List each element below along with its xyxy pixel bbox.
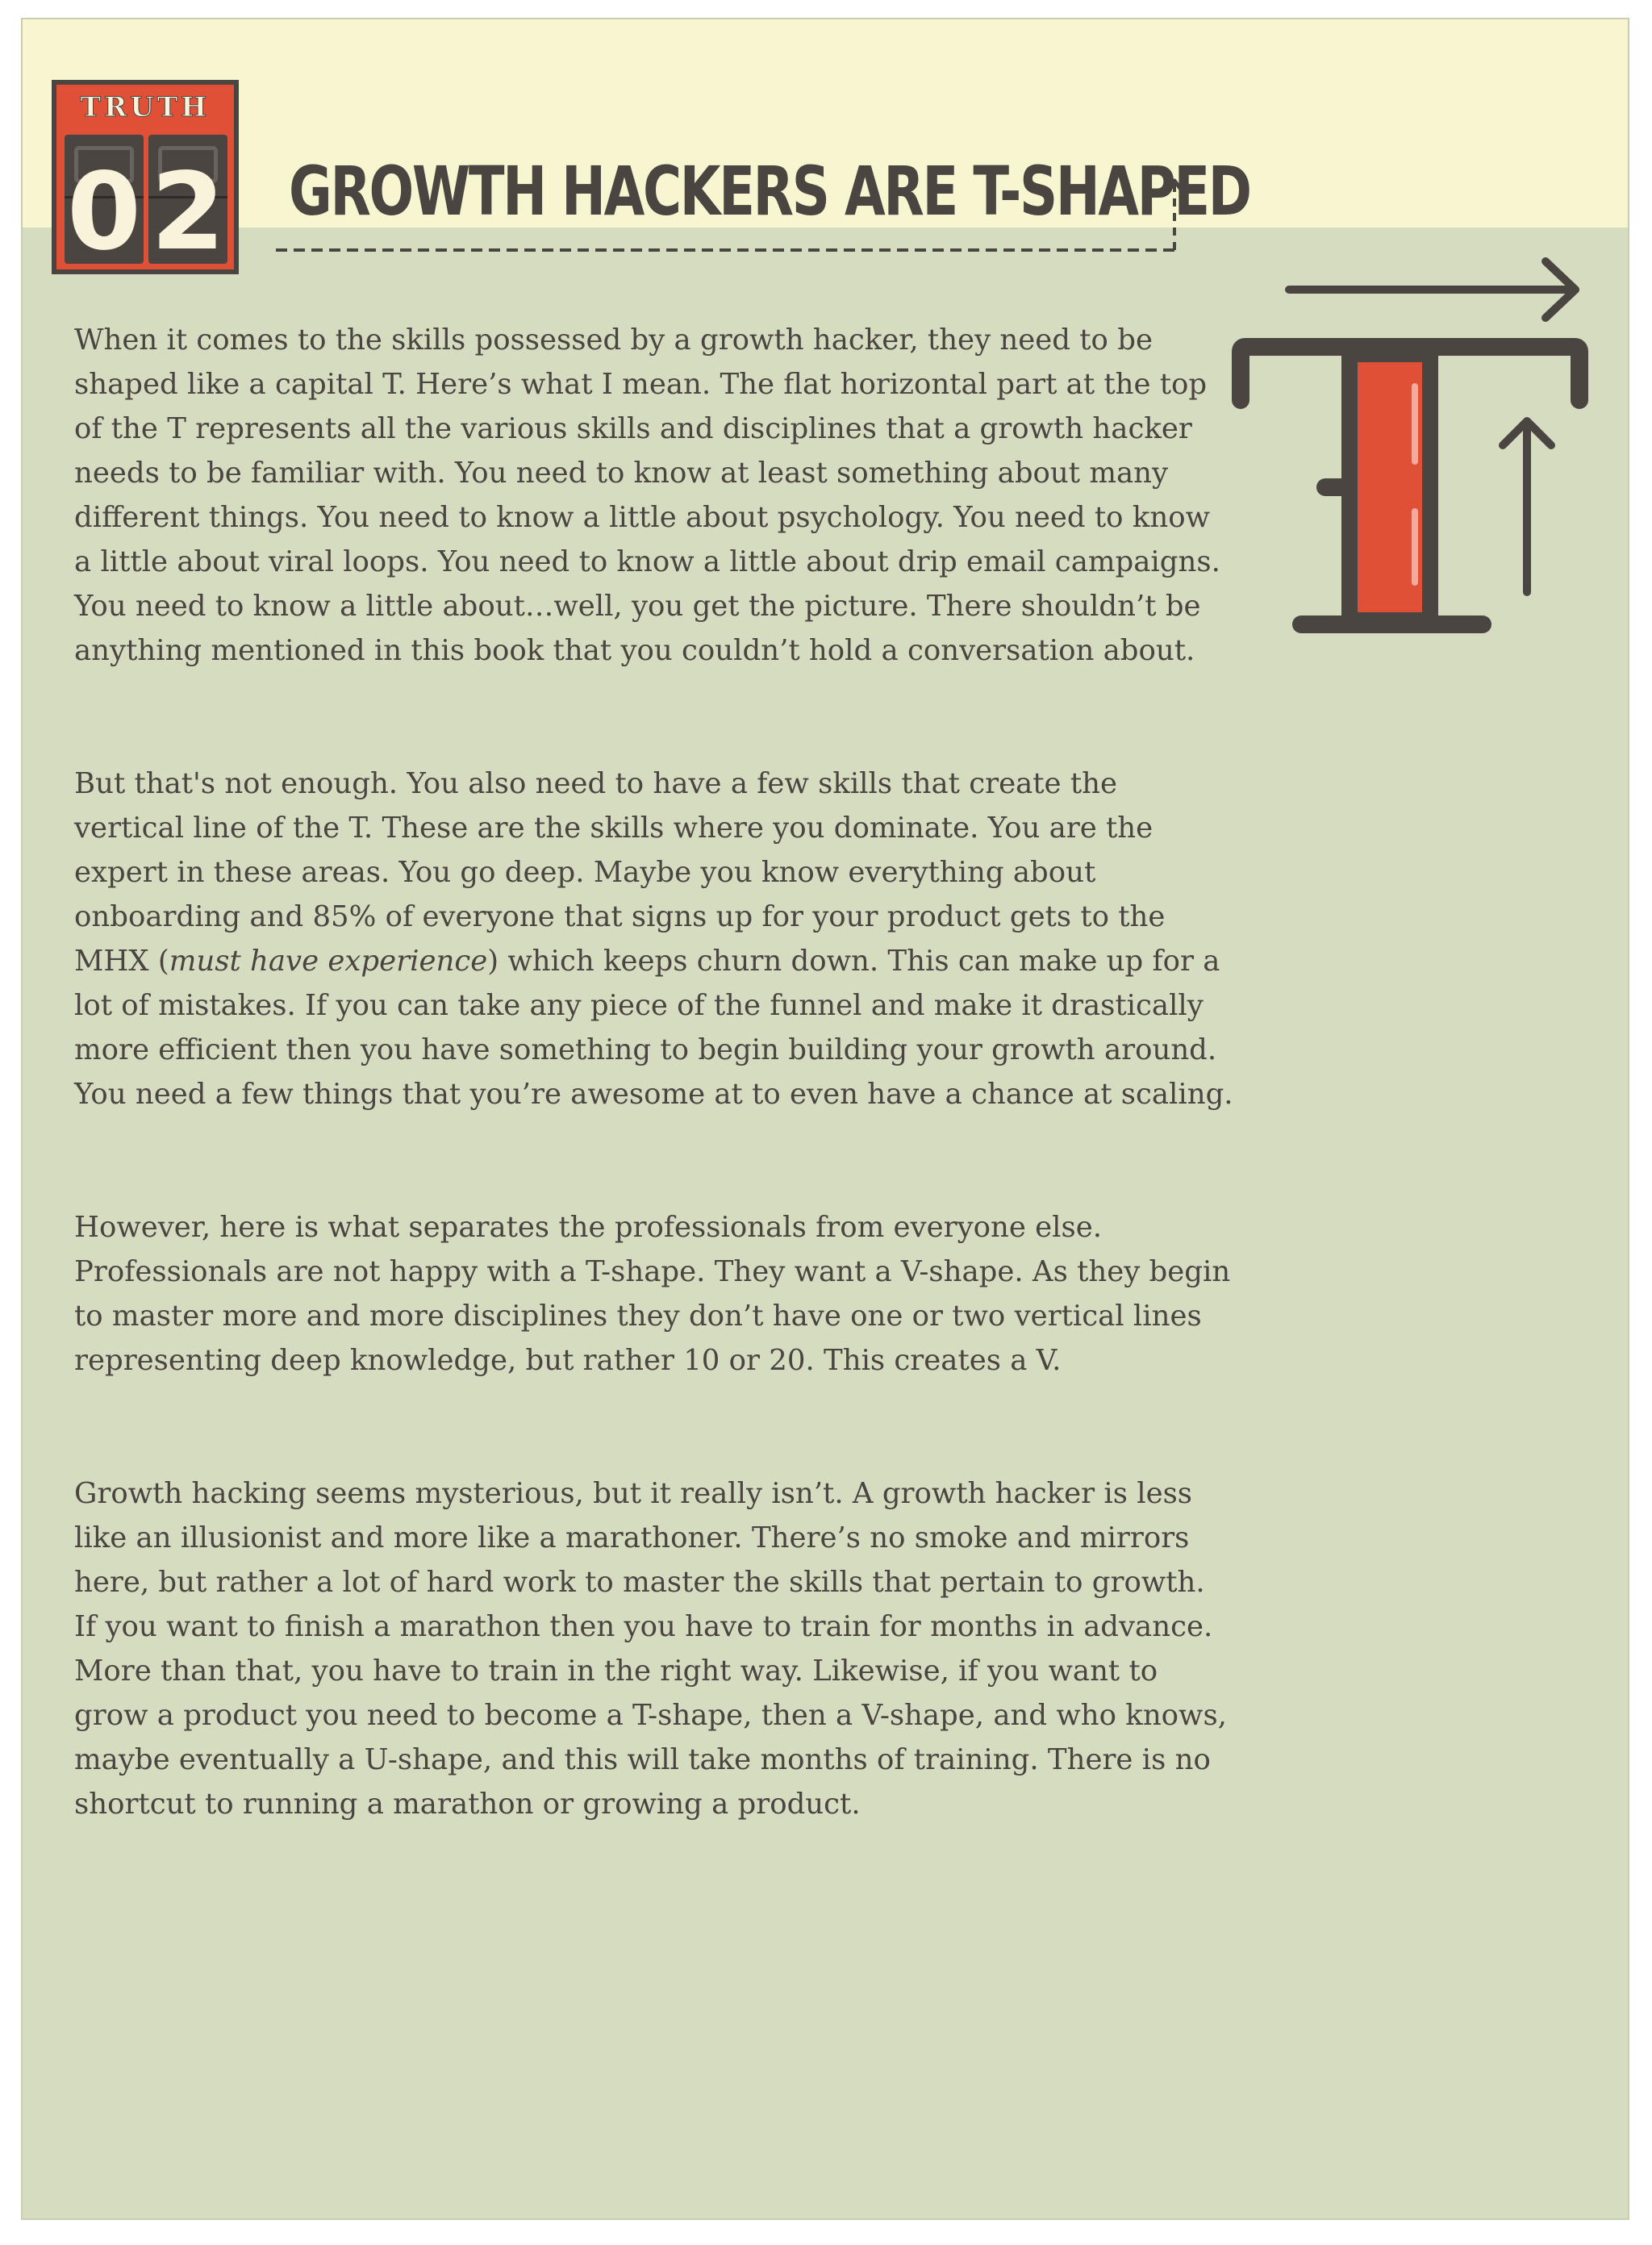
badge-digit-right: 2	[151, 150, 225, 264]
t-shape-icon	[1224, 245, 1604, 665]
paragraph-2-emphasis: must have experience	[169, 945, 488, 978]
page-title: GROWTH HACKERS ARE T-SHAPED	[289, 152, 1250, 231]
paragraph-2-part-1: But that's not enough. You also need to have a few skills that create the vertical line of the T. These are the skills where you dominate. You are the expert in these areas. You go deep. Maybe you know everything about onboarding and 85% of everyone that signs up for your product gets to the MHX (	[74, 767, 1166, 978]
badge-digit-cell-left	[65, 135, 144, 264]
badge-digit-cell-right	[148, 135, 227, 264]
dashed-arrow-up-icon	[276, 169, 1204, 258]
paragraph-3: However, here is what separates the professionals from everyone else. Professionals are not happy with a T-shape. They want a V-shape. As they begin to master more and more disciplines they don’t have one or two vertical lines representing deep knowledge, but rather 10 or 20. This creates a V.	[74, 1211, 1231, 1377]
document-page	[21, 18, 1629, 2220]
paragraph-2	[74, 762, 1236, 1116]
badge-label: TRUTH	[80, 91, 211, 123]
badge-header	[56, 85, 234, 130]
paragraph-4: Growth hacking seems mysterious, but it really isn’t. A growth hacker is less like an illusionist and more like a marathoner. There’s no smoke and mirrors here, but rather a lot of hard work to master the skills that pertain to growth. If you want to finish a marathon then you have to train for months in advance. More than that, you have to train in the right way. Likewise, if you want to grow a product you need to become a T-shape, then a V-shape, and who knows, maybe eventually a U-shape, and this will take months of training. There is no shortcut to running a marathon or growing a product.	[74, 1477, 1227, 1821]
paragraph-2-part-2: ) which keeps churn down. This can make up for a lot of mistakes. If you can take any piece of the funnel and make it drastically more efficient then you have something to begin building your growth around. You need a few things that you’re awesome at to even have a chance at scaling.	[74, 945, 1233, 1111]
article-body	[74, 318, 1236, 1915]
paragraph-1: When it comes to the skills possessed by a growth hacker, they need to be shaped like a capital T. Here’s what I mean. The flat horizontal part at the top of the T represents all the various skills and disciplines that a growth hacker needs to be familiar with. You need to know at least something about many different things. You need to know a little about psychology. You need to know a little about viral loops. You need to know a little about drip email campaigns. You need to know a little about…well, you get the picture. There shouldn’t be anything mentioned in this book that you couldn’t hold a conversation about.	[74, 323, 1220, 667]
truth-badge	[52, 80, 239, 274]
badge-digit-left: 0	[67, 150, 141, 264]
